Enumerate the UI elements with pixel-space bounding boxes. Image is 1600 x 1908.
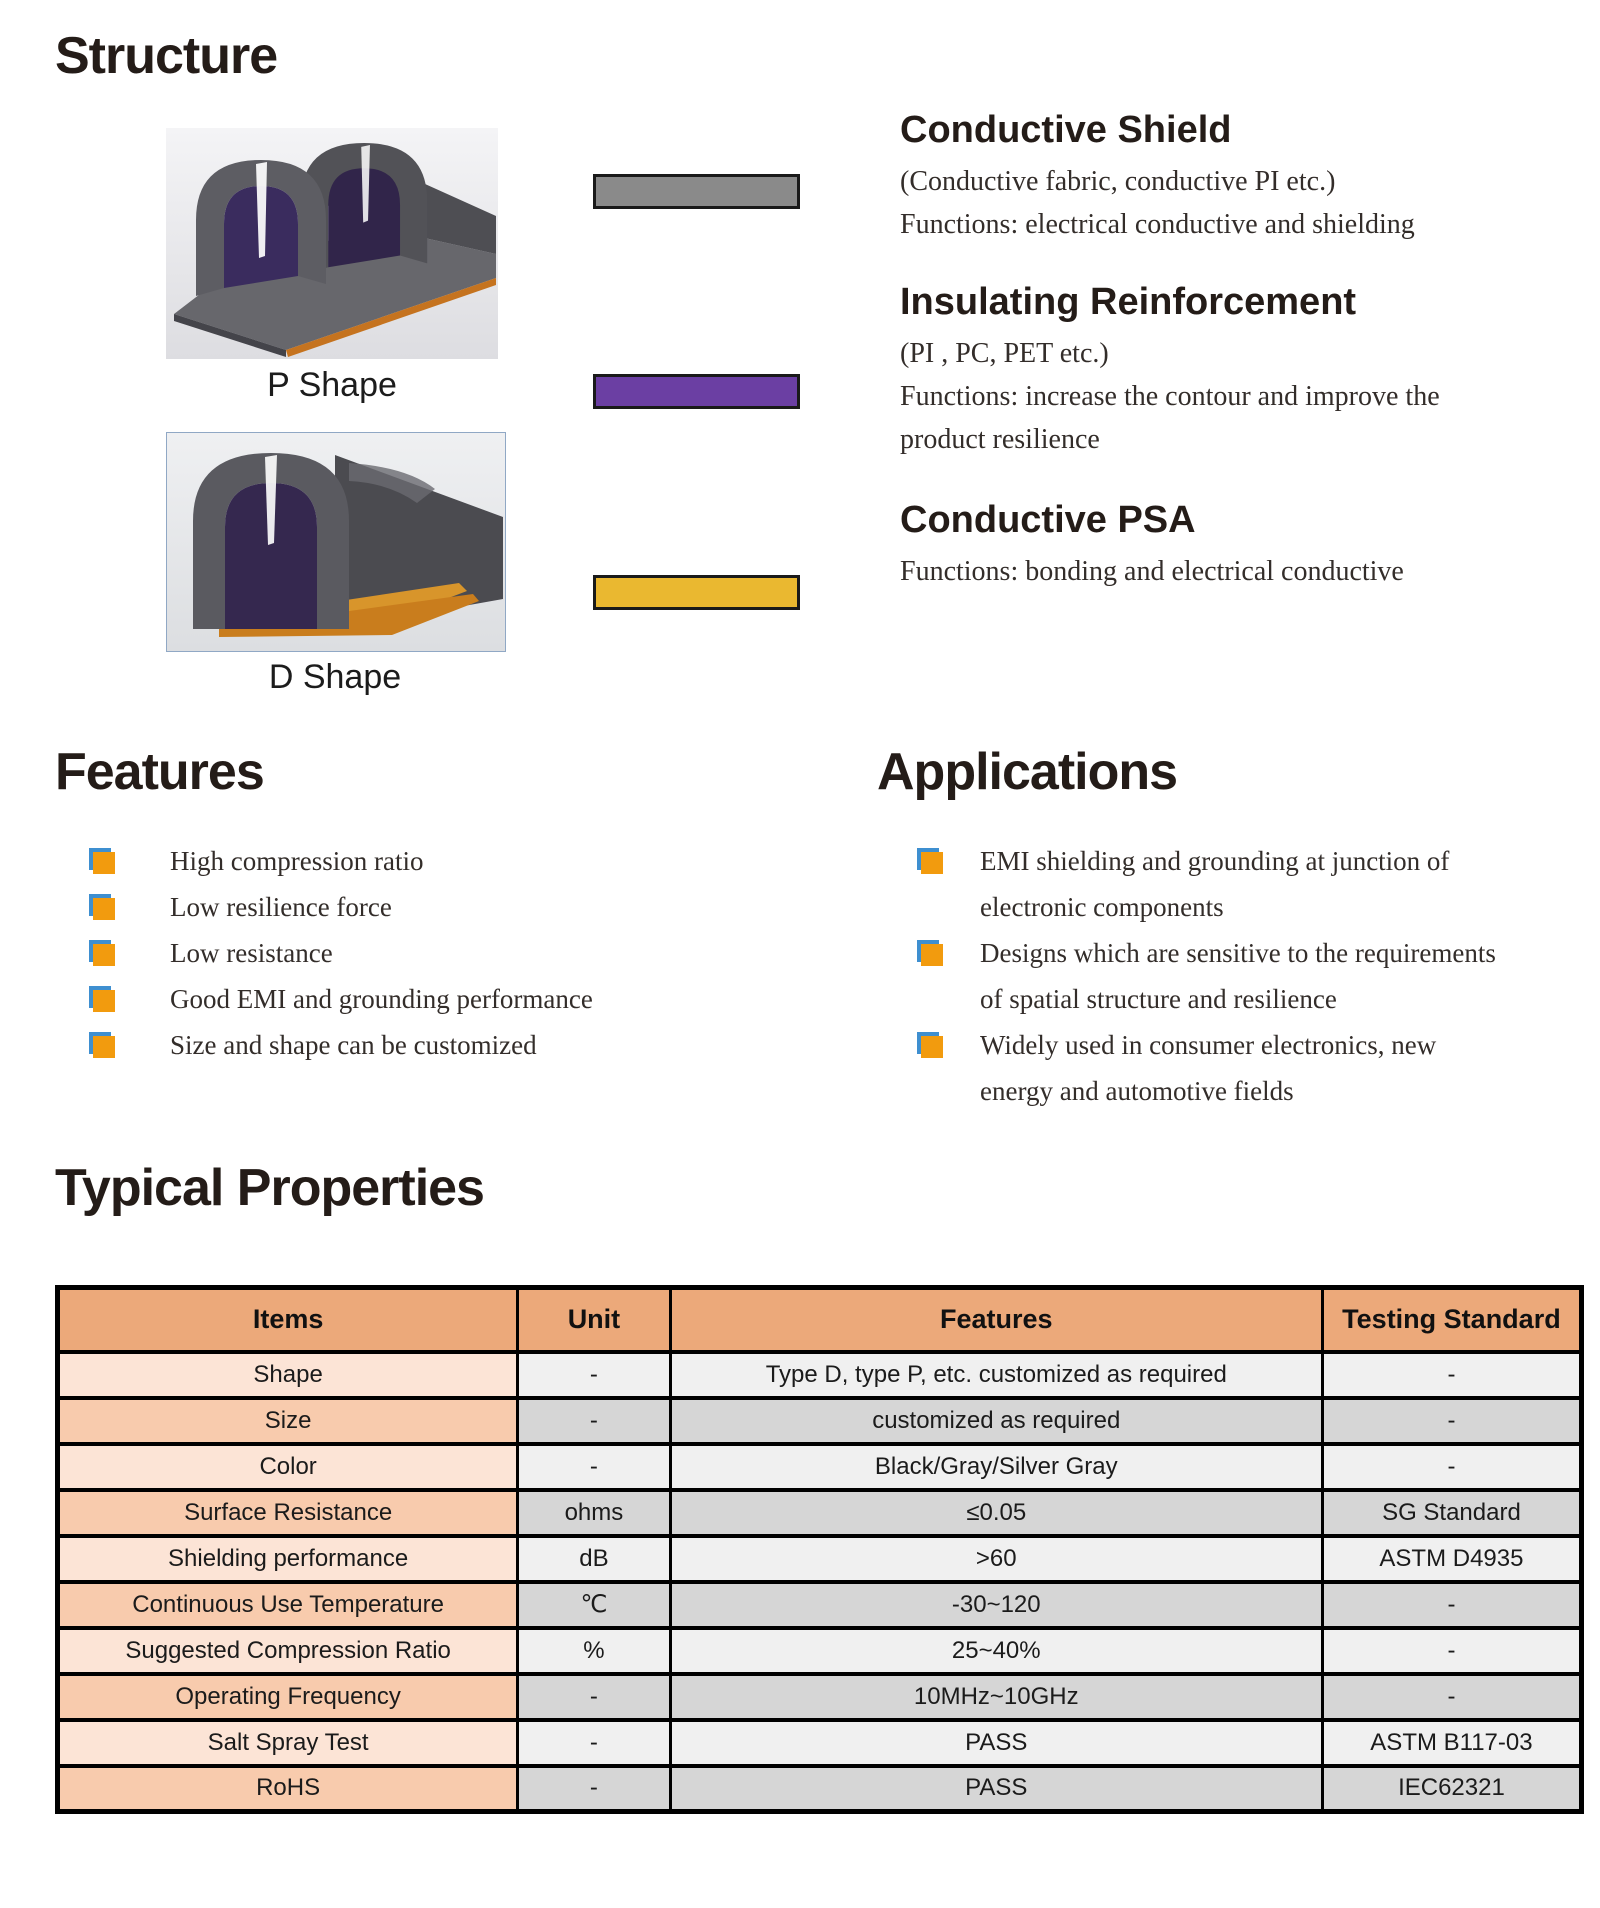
table-cell: - <box>1322 1444 1581 1490</box>
table-row <box>58 1628 1582 1674</box>
table-cell: - <box>1322 1398 1581 1444</box>
table-cell: ℃ <box>518 1582 670 1628</box>
table-cell: - <box>1322 1582 1581 1628</box>
table-cell: ≤0.05 <box>670 1490 1322 1536</box>
table-cell: - <box>518 1766 670 1812</box>
table-cell: PASS <box>670 1720 1322 1766</box>
d-shape-figure <box>166 432 506 652</box>
bullet-square-icon <box>917 848 943 874</box>
table-row <box>58 1352 1582 1398</box>
applications-list <box>917 838 1577 1114</box>
table-cell: - <box>518 1720 670 1766</box>
bullet-square-icon <box>89 894 115 920</box>
legend-line: Functions: increase the contour and improve the <box>900 381 1440 412</box>
conductive-psa-swatch <box>593 575 800 610</box>
applications-title: Applications <box>877 743 1178 801</box>
list-item <box>917 1022 1577 1114</box>
legend-heading: Insulating Reinforcement <box>900 281 1357 323</box>
table-row <box>58 1674 1582 1720</box>
bullet-square-icon <box>89 986 115 1012</box>
table-cell: - <box>1322 1352 1581 1398</box>
table-cell: - <box>518 1352 670 1398</box>
table-cell: Surface Resistance <box>58 1490 518 1536</box>
table-cell: 25~40% <box>670 1628 1322 1674</box>
table-cell: Size <box>58 1398 518 1444</box>
legend-heading: Conductive PSA <box>900 499 1196 541</box>
table-cell: Salt Spray Test <box>58 1720 518 1766</box>
table-cell: Operating Frequency <box>58 1674 518 1720</box>
table-cell: - <box>518 1444 670 1490</box>
application-line: Widely used in consumer electronics, new <box>980 1030 1437 1060</box>
application-line: Designs which are sensitive to the requirements <box>980 938 1496 968</box>
column-header: Testing Standard <box>1322 1288 1581 1352</box>
table-cell: Shape <box>58 1352 518 1398</box>
p-shape-figure <box>166 128 498 359</box>
application-line: energy and automotive fields <box>980 1076 1294 1106</box>
table-cell: Color <box>58 1444 518 1490</box>
table-header-row <box>58 1288 1582 1352</box>
legend-line: Functions: bonding and electrical conductive <box>900 556 1404 587</box>
column-header: Unit <box>518 1288 670 1352</box>
feature-text: Good EMI and grounding performance <box>170 983 593 1014</box>
table-cell: Continuous Use Temperature <box>58 1582 518 1628</box>
table-cell: ohms <box>518 1490 670 1536</box>
application-text <box>980 1022 1577 1114</box>
list-item <box>89 838 593 884</box>
bullet-square-icon <box>89 848 115 874</box>
table-cell: Type D, type P, etc. customized as required <box>670 1352 1322 1398</box>
table-cell: dB <box>518 1536 670 1582</box>
application-line: EMI shielding and grounding at junction of <box>980 846 1450 876</box>
table-cell: - <box>1322 1674 1581 1720</box>
table-cell: ASTM B117-03 <box>1322 1720 1581 1766</box>
table-cell: % <box>518 1628 670 1674</box>
table-row <box>58 1444 1582 1490</box>
p-shape-label: P Shape <box>267 366 397 404</box>
application-text <box>980 838 1577 930</box>
list-item <box>89 976 593 1022</box>
table-cell: Black/Gray/Silver Gray <box>670 1444 1322 1490</box>
list-item <box>89 930 593 976</box>
list-item <box>89 1022 593 1068</box>
application-text <box>980 930 1577 1022</box>
table-cell: RoHS <box>58 1766 518 1812</box>
feature-text: Size and shape can be customized <box>170 1029 537 1060</box>
typical-properties-title: Typical Properties <box>55 1159 484 1217</box>
table-cell: ASTM D4935 <box>1322 1536 1581 1582</box>
properties-table <box>55 1285 1584 1814</box>
table-row <box>58 1582 1582 1628</box>
features-list <box>89 838 593 1068</box>
d-shape-render <box>167 433 505 651</box>
feature-text: Low resilience force <box>170 891 392 922</box>
legend-conductive-shield <box>900 106 1560 246</box>
application-line: electronic components <box>980 892 1224 922</box>
column-header: Items <box>58 1288 518 1352</box>
list-item <box>917 838 1577 930</box>
feature-text: Low resistance <box>170 937 333 968</box>
table-row <box>58 1398 1582 1444</box>
list-item <box>917 930 1577 1022</box>
structure-title: Structure <box>55 27 278 85</box>
legend-line: Functions: electrical conductive and shielding <box>900 209 1415 240</box>
table-cell: - <box>1322 1628 1581 1674</box>
table-cell: - <box>518 1398 670 1444</box>
bullet-square-icon <box>89 940 115 966</box>
bullet-square-icon <box>917 1032 943 1058</box>
features-title: Features <box>55 743 264 801</box>
table-row <box>58 1766 1582 1812</box>
legend-line: product resilience <box>900 424 1100 455</box>
application-line: of spatial structure and resilience <box>980 984 1337 1014</box>
table-row <box>58 1720 1582 1766</box>
table-cell: SG Standard <box>1322 1490 1581 1536</box>
legend-line: (PI , PC, PET etc.) <box>900 338 1109 369</box>
table-cell: customized as required <box>670 1398 1322 1444</box>
legend-conductive-psa <box>900 496 1560 593</box>
bullet-square-icon <box>89 1032 115 1058</box>
conductive-shield-swatch <box>593 174 800 209</box>
table-cell: -30~120 <box>670 1582 1322 1628</box>
list-item <box>89 884 593 930</box>
table-cell: >60 <box>670 1536 1322 1582</box>
table-cell: Suggested Compression Ratio <box>58 1628 518 1674</box>
column-header: Features <box>670 1288 1322 1352</box>
bullet-square-icon <box>917 940 943 966</box>
table-row <box>58 1490 1582 1536</box>
p-shape-render <box>166 128 498 359</box>
table-cell: PASS <box>670 1766 1322 1812</box>
legend-insulating-reinforcement <box>900 278 1560 461</box>
legend-line: (Conductive fabric, conductive PI etc.) <box>900 166 1336 197</box>
table-cell: Shielding performance <box>58 1536 518 1582</box>
table-cell: - <box>518 1674 670 1720</box>
table-row <box>58 1536 1582 1582</box>
feature-text: High compression ratio <box>170 845 424 876</box>
d-shape-label: D Shape <box>268 658 402 696</box>
table-cell: IEC62321 <box>1322 1766 1581 1812</box>
insulating-reinforcement-swatch <box>593 374 800 409</box>
legend-heading: Conductive Shield <box>900 109 1232 151</box>
table-cell: 10MHz~10GHz <box>670 1674 1322 1720</box>
